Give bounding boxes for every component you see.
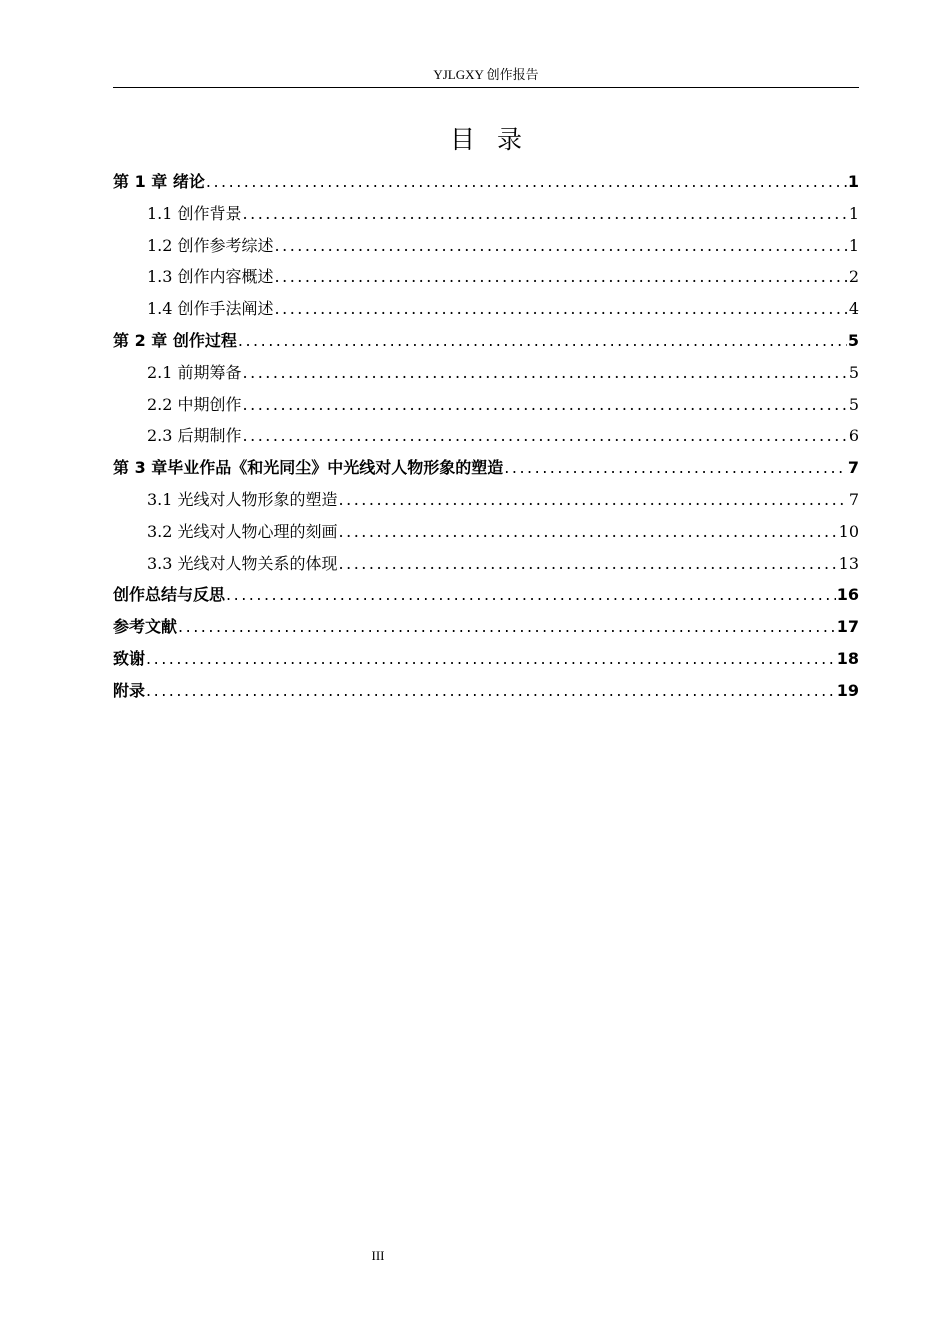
toc-entry-page: 6 <box>848 426 859 446</box>
toc-entry[interactable] <box>113 579 859 611</box>
toc-leader-dots <box>206 166 847 198</box>
toc-entry-label: 1.4 创作手法阐述 <box>147 299 274 319</box>
toc-entry-page: 7 <box>848 489 859 509</box>
toc-entry[interactable] <box>113 293 859 325</box>
toc-entry[interactable] <box>113 325 859 357</box>
toc-entry-page: 5 <box>847 330 859 350</box>
toc-entry-label: 附录 <box>113 680 146 700</box>
toc-entry-label: 2.2 中期创作 <box>147 394 242 414</box>
toc-leader-dots <box>504 452 847 484</box>
toc-entry-label: 3.2 光线对人物心理的刻画 <box>147 521 338 541</box>
toc-entry-label: 第 3 章毕业作品《和光同尘》中光线对人物形象的塑造 <box>113 458 504 478</box>
toc-entry-page: 13 <box>838 553 859 573</box>
toc-entry-page: 5 <box>848 394 859 414</box>
toc-entry-label: 2.3 后期制作 <box>147 426 242 446</box>
toc-entry-page: 5 <box>848 362 859 382</box>
toc-entry[interactable] <box>113 261 859 293</box>
toc-entry[interactable] <box>113 357 859 389</box>
header-rule <box>113 87 859 88</box>
toc-entry-label: 3.1 光线对人物形象的塑造 <box>147 489 338 509</box>
toc-leader-dots <box>339 484 848 516</box>
toc-entry[interactable] <box>113 420 859 452</box>
toc-entry[interactable] <box>113 643 859 675</box>
page-number: III <box>371 1248 385 1263</box>
toc-entry-label: 第 2 章 创作过程 <box>113 330 237 350</box>
toc-entry-label: 1.2 创作参考综述 <box>147 235 274 255</box>
toc-leader-dots <box>243 198 848 230</box>
toc-leader-dots <box>146 643 836 675</box>
toc-leader-dots <box>243 420 848 452</box>
toc-entry-label: 1.3 创作内容概述 <box>147 267 274 287</box>
toc-entry-page: 19 <box>836 680 859 700</box>
toc-leader-dots <box>243 389 848 421</box>
toc-entry-page: 10 <box>838 521 859 541</box>
toc-entry-label: 第 1 章 绪论 <box>113 172 205 191</box>
toc-entry-label: 参考文献 <box>113 617 178 637</box>
toc-entry-page: 7 <box>847 458 859 478</box>
toc-entry[interactable] <box>113 198 859 230</box>
toc-leader-dots <box>275 230 848 262</box>
toc-leader-dots <box>275 261 848 293</box>
toc-leader-dots <box>275 293 848 325</box>
toc-entry-page: 17 <box>836 617 859 637</box>
toc-leader-dots <box>243 357 848 389</box>
toc-entry[interactable] <box>113 452 859 484</box>
toc-entry-page: 16 <box>836 585 859 605</box>
toc-entry-label: 2.1 前期筹备 <box>147 362 242 382</box>
toc-entry-label: 3.3 光线对人物关系的体现 <box>147 553 338 573</box>
toc-entry-page: 2 <box>848 267 859 287</box>
table-of-contents <box>113 166 859 707</box>
toc-entry[interactable] <box>113 166 859 198</box>
toc-entry-page: 1 <box>848 203 859 223</box>
toc-leader-dots <box>339 516 838 548</box>
toc-entry[interactable] <box>113 516 859 548</box>
toc-entry[interactable] <box>113 675 859 707</box>
toc-entry[interactable] <box>113 548 859 580</box>
toc-leader-dots <box>226 579 836 611</box>
toc-entry[interactable] <box>113 389 859 421</box>
page-header: YJLGXY 创作报告 <box>433 67 539 82</box>
toc-entry[interactable] <box>113 230 859 262</box>
toc-entry-label: 致谢 <box>113 648 146 668</box>
toc-entry[interactable] <box>113 611 859 643</box>
toc-entry-page: 4 <box>848 299 859 319</box>
toc-leader-dots <box>339 548 838 580</box>
toc-entry-page: 18 <box>836 648 859 668</box>
toc-entry-label: 创作总结与反思 <box>113 585 226 605</box>
toc-entry-page: 1 <box>848 235 859 255</box>
toc-leader-dots <box>238 325 847 357</box>
toc-entry-page: 1 <box>847 172 859 191</box>
toc-leader-dots <box>146 675 836 707</box>
toc-leader-dots <box>178 611 836 643</box>
toc-entry[interactable] <box>113 484 859 516</box>
page-title: 目录 <box>449 125 544 154</box>
toc-entry-label: 1.1 创作背景 <box>147 203 242 223</box>
